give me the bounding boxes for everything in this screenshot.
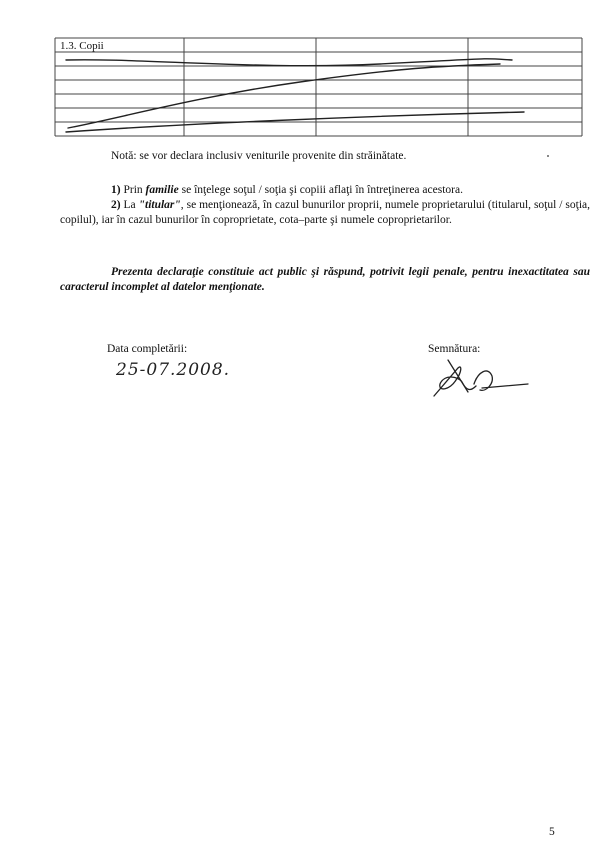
footnote-1-number: 1) — [111, 184, 121, 196]
date-handwritten: 25-07.2008. — [116, 360, 231, 380]
stray-dot — [547, 155, 549, 157]
footnote-1-term: familie — [145, 184, 179, 196]
footnote-2-term: "titular" — [138, 199, 181, 211]
footnote-2-prefix: La — [123, 199, 136, 211]
signature-mark — [434, 360, 528, 396]
page-number: 5 — [549, 826, 555, 838]
footnote-1-prefix: Prin — [123, 184, 143, 196]
note-text: Notă: se vor declara inclusiv veniturile provenite din străinătate. — [111, 150, 407, 162]
declaration-statement: Prezenta declaraţie constituie act public şi răspund, potrivit legii penale, pentru inexactitatea sau caracterul incomplet al datelor menţionate. — [60, 266, 590, 293]
footnote-1 — [111, 183, 591, 198]
strikethrough-stroke — [66, 59, 512, 66]
footnote-2-number: 2) — [111, 199, 121, 211]
footnote-2 — [60, 198, 590, 228]
footnote-1-rest: se înţelege soţul / soţia şi copiii aflaţi în întreţinerea acestora. — [181, 184, 463, 196]
signature-label: Semnătura: — [428, 343, 481, 355]
strikethrough-stroke — [68, 64, 500, 128]
date-label: Data completării: — [107, 343, 188, 355]
table-row-label-copii: 1.3. Copii — [60, 40, 104, 52]
footnote-2-rest: , se menţionează, în cazul bunurilor proprii, numele proprietarului (titularul, soţul / soţia, copilul), iar în cazul bunurilor în coproprietate, cota–parte şi numele coproprietarilor. — [60, 199, 590, 226]
